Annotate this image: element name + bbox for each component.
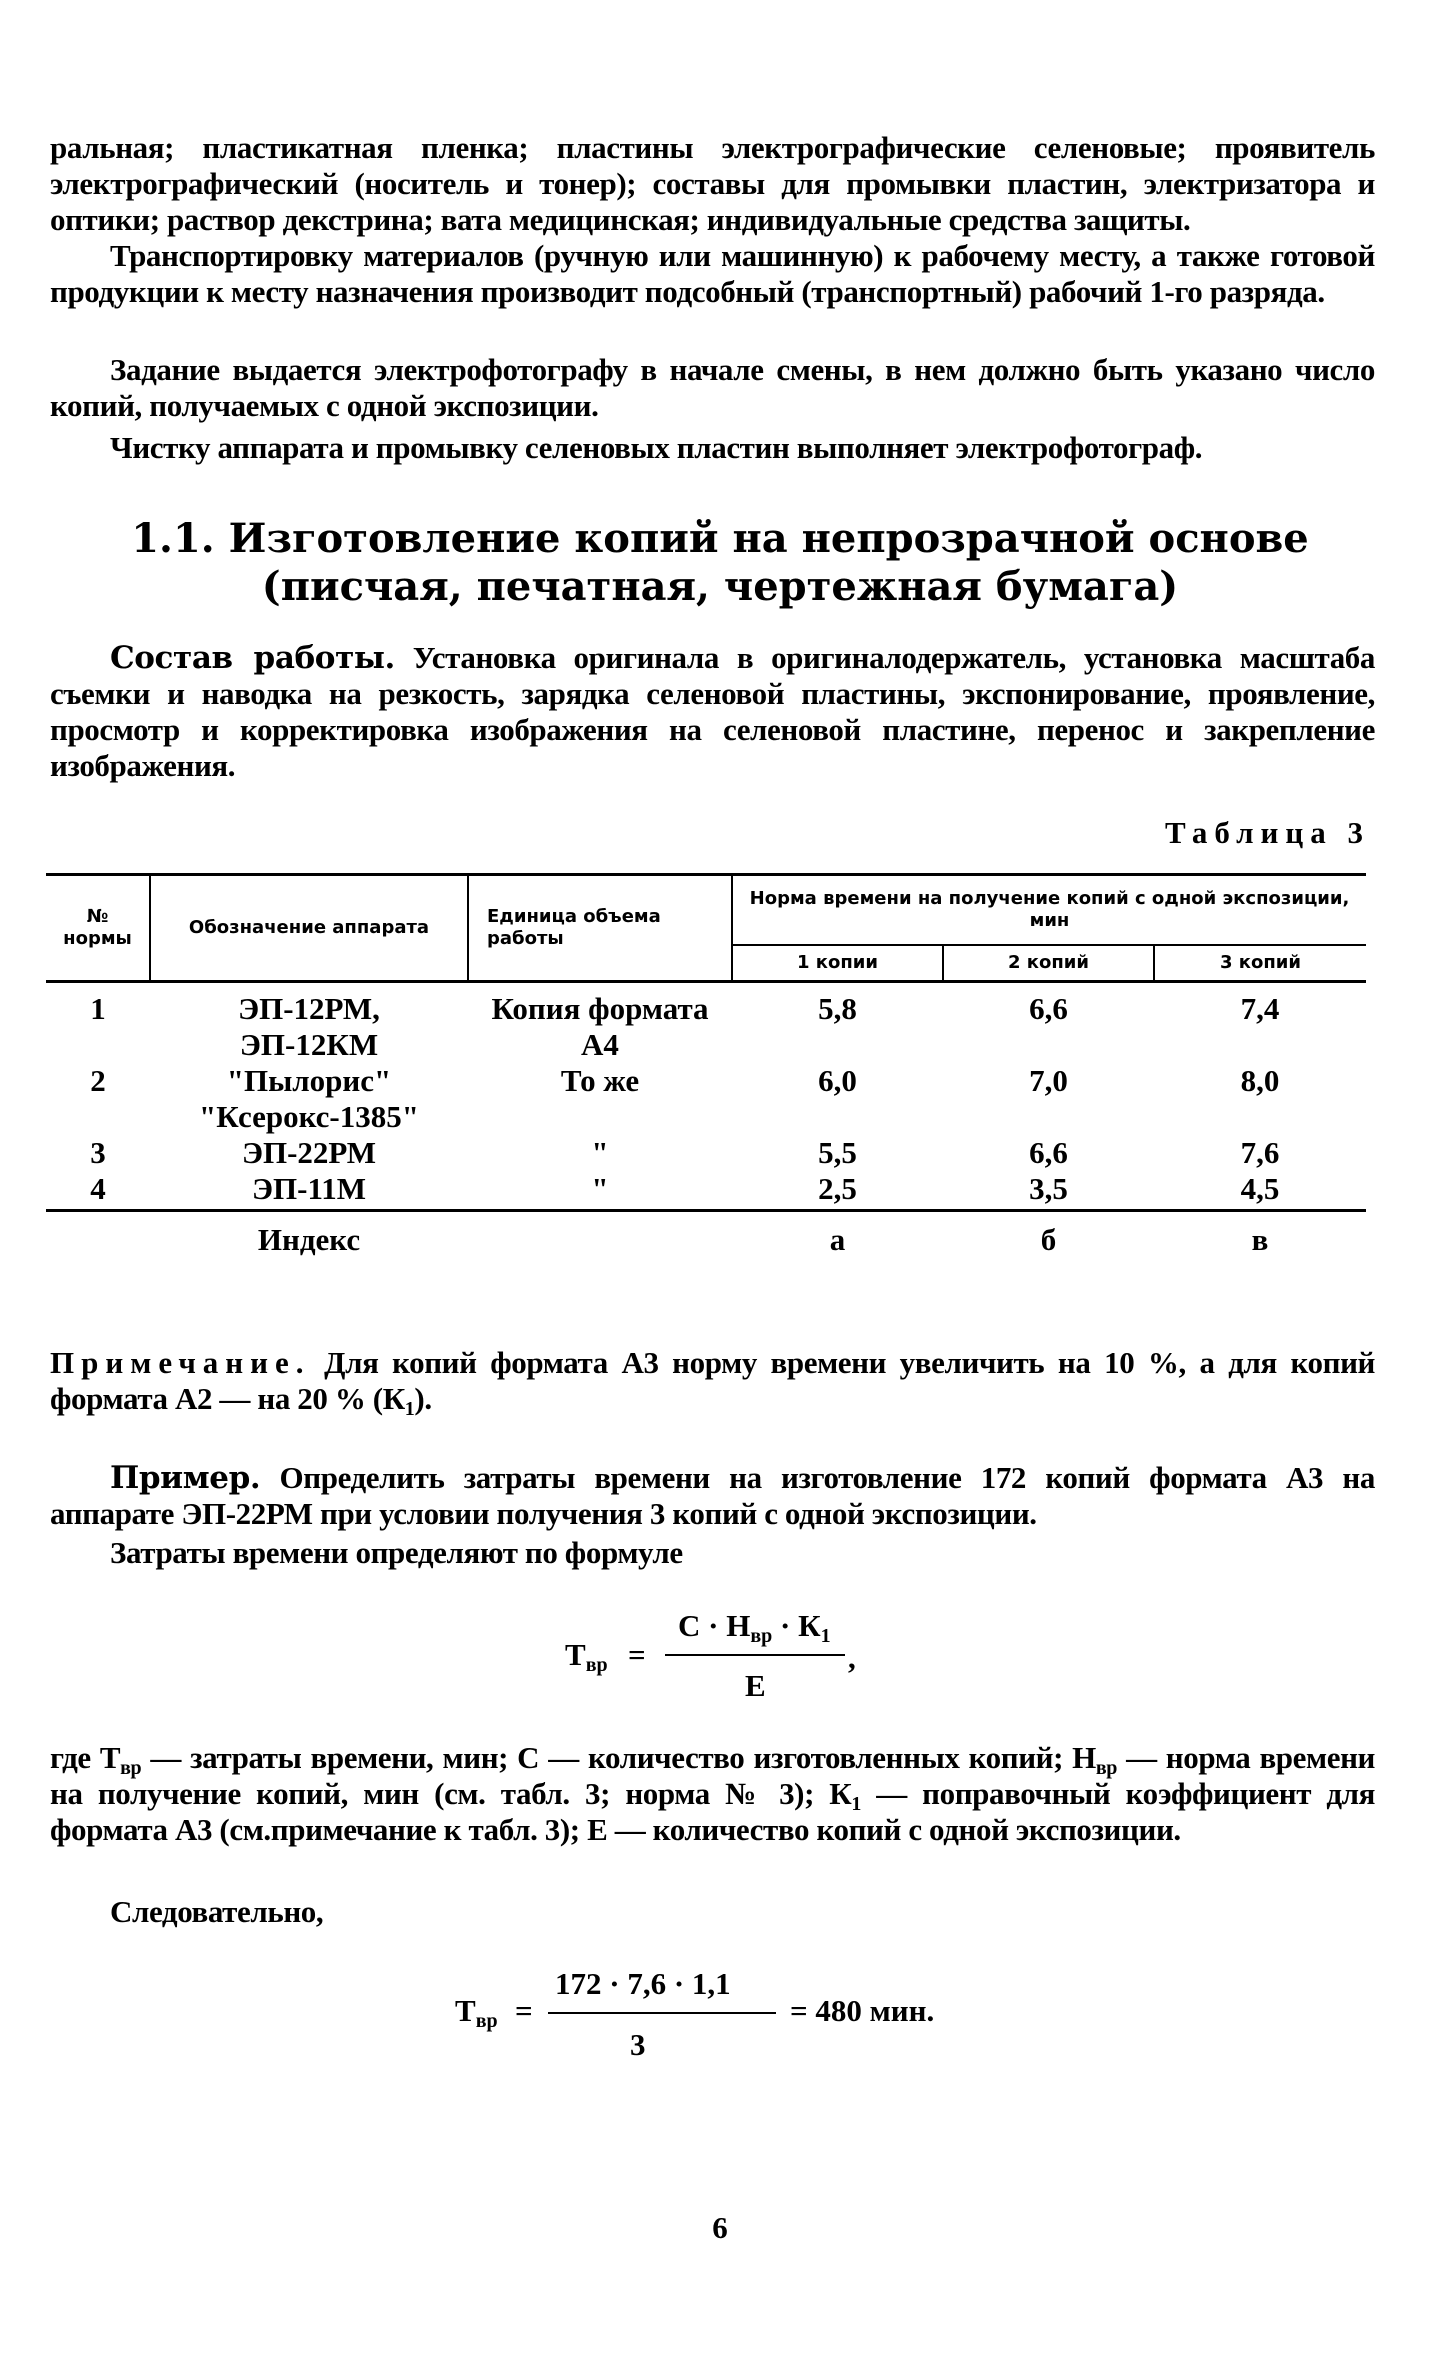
paragraph-materials: ральная; пластикатная пленка; пластины электрографические селеновые; проявитель электрографический (носитель и тонер); составы для промывки пластин, электризатора и оптики; раствор декстрина; вата медицинская; индивидуальные средства защиты. [50, 130, 1375, 237]
cell-3-copies [1154, 1099, 1366, 1135]
page-number: 6 [712, 2210, 728, 2245]
table-row [46, 982, 1366, 1028]
formula-2-fraction-bar [548, 2012, 776, 2014]
cell-3-copies: 7,4 [1240, 991, 1280, 1026]
example-text: Определить затраты времени на изготовление 172 копий формата А3 на аппарате ЭП-22РМ при условии получения 3 копий с одной экспозиции. [50, 1460, 1375, 1531]
example-label: Пример. [110, 1460, 261, 1496]
cell-num: 2 [90, 1063, 106, 1098]
header-3-copies: 3 копий [1154, 945, 1366, 982]
cell-2-copies [943, 1027, 1154, 1063]
cell-apparatus: ЭП-12КМ [239, 1027, 379, 1062]
cell-apparatus: "Пылорис" [226, 1063, 392, 1098]
cell-3-copies: 8,0 [1240, 1063, 1280, 1098]
cell-1-copy [732, 1027, 943, 1063]
index-a: а [829, 1222, 846, 1257]
note-text: Для копий формата А3 норму времени увеличить на 10 %, а для копий формата А2 — на 20 % (К [50, 1345, 1375, 1416]
cell-1-copy: 2,5 [732, 1171, 943, 1211]
cell-2-copies: 7,0 [1029, 1063, 1068, 1098]
cell-num: 1 [90, 991, 106, 1026]
formula-1-equals: = [628, 1637, 646, 1672]
formula-1-lhs: $Т_{вр}$ [565, 1637, 608, 1676]
cell-2-copies: 6,6 [1029, 1135, 1068, 1170]
cell-apparatus: "Ксерокс-1385" [199, 1099, 419, 1134]
cell-3-copies: 4,5 [1154, 1171, 1366, 1211]
table-row [46, 1063, 1366, 1099]
header-apparatus: Обозначение аппарата [150, 875, 468, 982]
paragraph-task: Задание выдается электрофотографу в начале смены, в нем должно быть указано число копий, получаемых с одной экспозиции. [50, 352, 1375, 423]
note-label: Примечание. [50, 1345, 311, 1380]
header-norm-number: № нормы [46, 875, 150, 982]
cell-2-copies [943, 1099, 1154, 1135]
work-composition [50, 640, 1375, 784]
cell-1-copy: 6,0 [818, 1063, 857, 1098]
cell-1-copy: 5,5 [818, 1135, 857, 1170]
formula-legend: где $Т_{вр}$ — затраты времени, мин; С — количество изготовленных копий; $Н_{вр}$ — норма времени на получение копий, мин (см. табл. 3; норма № 3); $К_1$ — поправочный коэффициент для формата А3 (см.примечание к табл. 3); Е — количество копий с одной экспозиции. [50, 1740, 1375, 1847]
formula-intro: Затраты времени определяют по формуле [110, 1535, 683, 1570]
cell-unit: " [591, 1135, 609, 1170]
table-row [46, 1027, 1366, 1063]
work-composition-label: Состав работы. [110, 640, 395, 676]
work-composition-text: Установка оригинала в оригиналодержатель, установка масштаба съемки и наводка на резкость, зарядка селеновой пластины, экспонирование, проявление, просмотр и корректировка изображения на селеновой пластине, перенос и закрепление изображения. [50, 640, 1375, 783]
formula-2-equals: = [515, 1993, 533, 2028]
table-row [46, 1135, 1366, 1171]
norms-table [46, 873, 1366, 1258]
table-label: Таблица 3 [1165, 815, 1370, 850]
formula-2-numerator: 172 · 7,6 · 1,1 [555, 1966, 731, 2001]
cell-unit: Копия формата [491, 991, 709, 1026]
cell-apparatus: ЭП-22РМ [241, 1135, 377, 1170]
paragraph-transport: Транспортировку материалов (ручную или машинную) к рабочему месту, а также готовой продукции к месту назначения производит подсобный (транспортный) рабочий 1-го разряда. [50, 238, 1375, 309]
table-row [46, 1099, 1366, 1135]
table-note [50, 1345, 1375, 1420]
cell-unit [468, 1099, 732, 1135]
cell-unit: " [468, 1171, 732, 1211]
cell-1-copy: 5,8 [818, 991, 857, 1026]
cell-3-copies [1154, 1027, 1366, 1063]
cell-3-copies: 7,6 [1240, 1135, 1280, 1170]
formula-2-lhs: $Т_{вр}$ [455, 1993, 498, 2032]
cell-2-copies: 3,5 [943, 1171, 1154, 1211]
formula-2-denominator: 3 [630, 2027, 646, 2062]
cell-num [46, 1099, 150, 1135]
note-subscript: 1 [404, 1398, 415, 1420]
table-index-row [46, 1211, 1366, 1259]
header-time-norm: Норма времени на получение копий с одной экспозиции, мин [732, 875, 1366, 946]
example-paragraph [50, 1460, 1375, 1532]
cell-unit: А4 [581, 1027, 619, 1062]
formula-2-result: = 480 мин. [790, 1993, 935, 2028]
header-1-copy: 1 копии [732, 945, 943, 982]
cell-num: 3 [90, 1135, 106, 1170]
cell-apparatus: ЭП-11М [150, 1171, 468, 1211]
formula-1-numerator: $С \cdot Н_{вр} \cdot К_1$ [678, 1608, 831, 1647]
cell-unit: То же [560, 1063, 640, 1098]
table-row [46, 1171, 1366, 1211]
formula-1-fraction-bar [665, 1654, 845, 1656]
header-unit: Единица объема работы [468, 875, 732, 982]
consequently-text: Следовательно, [110, 1894, 324, 1929]
formula-1-denominator: Е [745, 1668, 766, 1703]
cell-apparatus: ЭП-12РМ, [238, 991, 380, 1026]
index-b: б [1040, 1222, 1057, 1257]
section-title-line2: (писчая, печатная, чертежная бумага) [261, 563, 1179, 610]
cell-num: 4 [46, 1171, 150, 1211]
index-label: Индекс [257, 1222, 361, 1257]
section-title-line1: 1.1. Изготовление копий на непрозрачной основе [131, 515, 1309, 562]
header-2-copies: 2 копий [943, 945, 1154, 982]
cell-num [46, 1027, 150, 1063]
formula-1-comma: , [848, 1640, 856, 1675]
cell-2-copies: 6,6 [1029, 991, 1068, 1026]
index-c: в [1251, 1222, 1269, 1257]
cell-1-copy [732, 1099, 943, 1135]
note-end: ). [414, 1381, 432, 1416]
paragraph-cleaning: Чистку аппарата и промывку селеновых пластин выполняет электрофотограф. [110, 430, 1203, 465]
